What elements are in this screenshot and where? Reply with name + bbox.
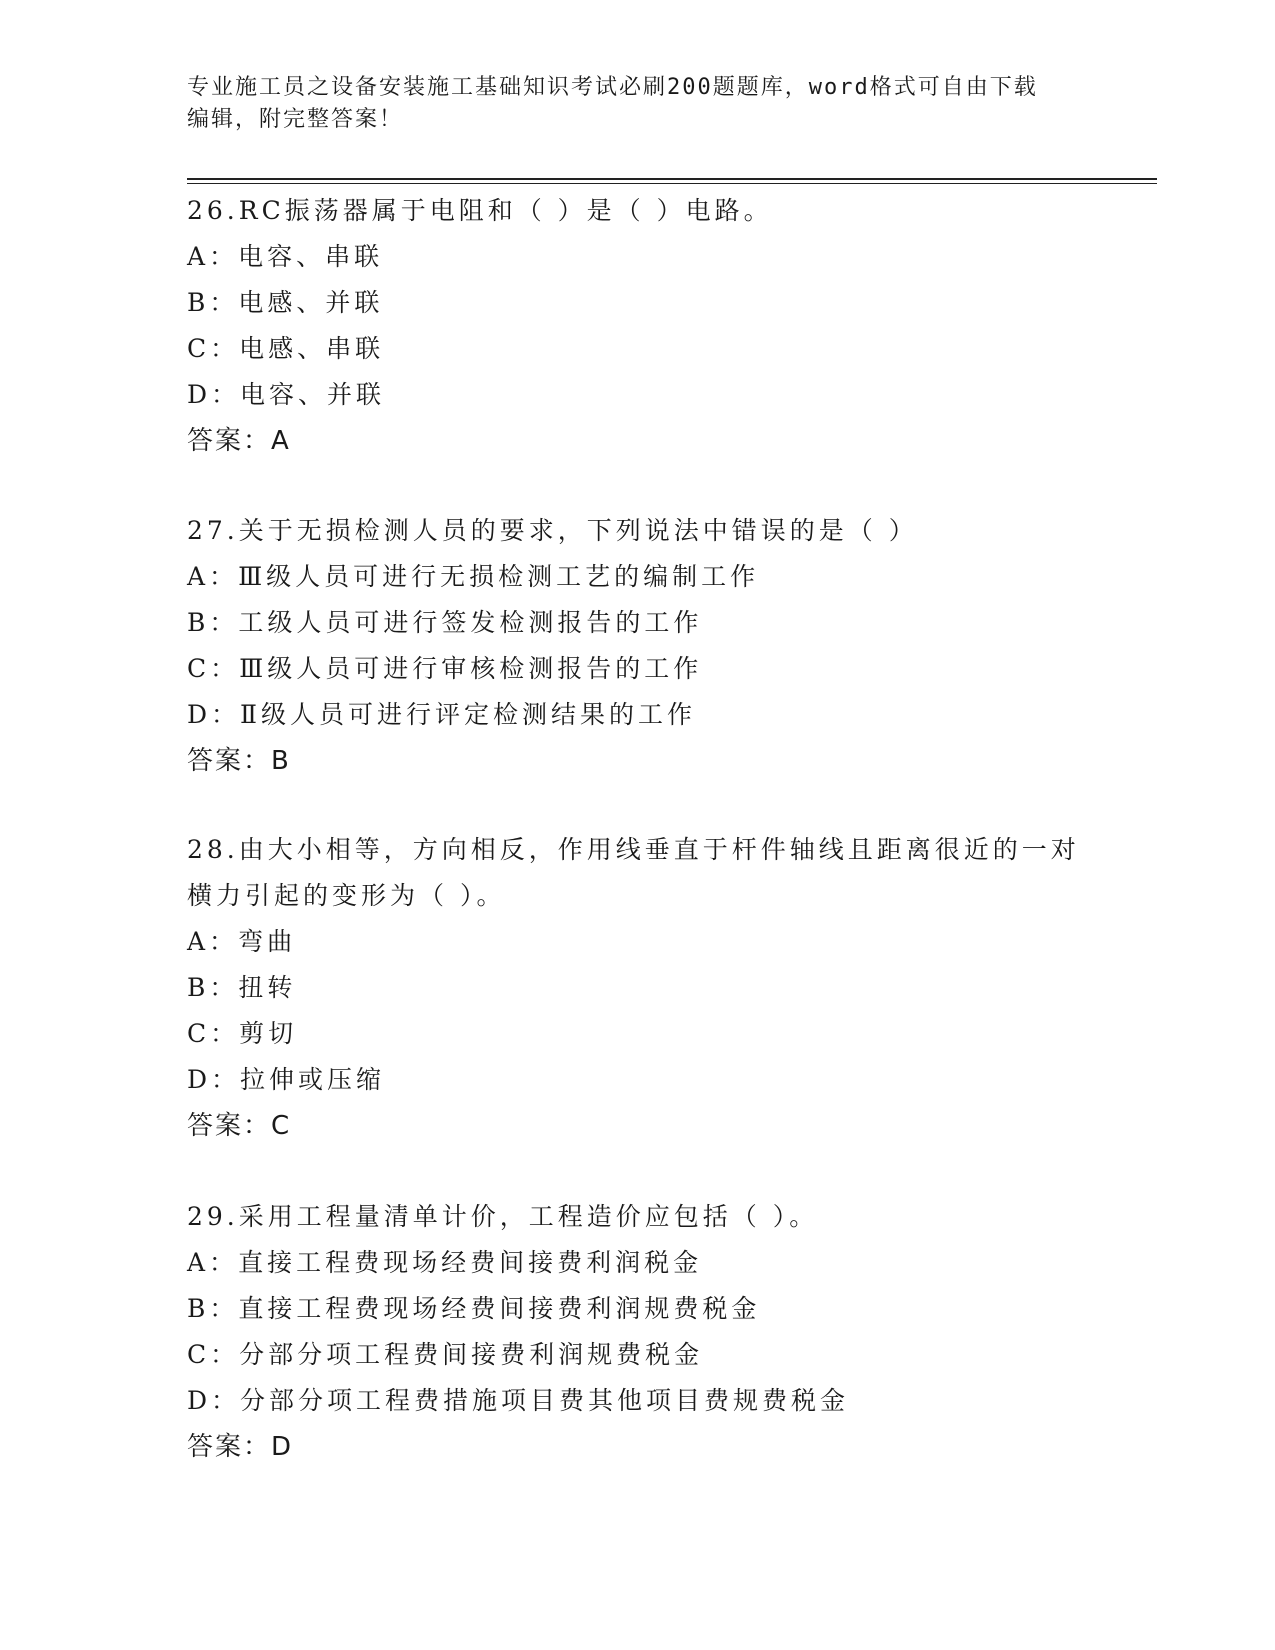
option-b: [187, 1286, 1087, 1332]
option-letter: B：: [187, 973, 239, 1002]
option-letter: A：: [187, 562, 239, 591]
option-letter: C：: [187, 334, 240, 363]
option-letter: C：: [187, 1340, 240, 1369]
option-c: [187, 646, 1087, 692]
option-text: Ⅲ级人员可进行审核检测报告的工作: [239, 654, 703, 683]
option-text: 工级人员可进行签发检测报告的工作: [238, 608, 703, 637]
option-c: [187, 1332, 1087, 1378]
question-stem-line-1: 28.由大小相等，方向相反，作用线垂直于杆件轴线且距离很近的一对: [187, 835, 1080, 864]
option-text: Ⅲ级人员可进行无损检测工艺的编制工作: [238, 562, 760, 591]
answer-line: 答案：D: [187, 1432, 294, 1462]
question-29: [187, 1194, 1087, 1470]
option-text: 电容、串联: [238, 242, 384, 271]
option-text: Ⅱ级人员可进行评定检测结果的工作: [240, 700, 697, 729]
option-letter: C：: [187, 1019, 240, 1048]
question-28: [187, 827, 1087, 1149]
option-letter: C：: [187, 654, 240, 683]
answer-line: 答案：C: [187, 1111, 292, 1141]
option-b: [187, 600, 1087, 646]
answer-line: 答案：A: [187, 426, 291, 456]
document-header: [187, 72, 1067, 136]
header-line-2: 编辑，附完整答案！: [187, 107, 404, 132]
option-d: [187, 372, 1087, 418]
option-text: 分部分项工程费间接费利润规费税金: [239, 1340, 704, 1369]
option-letter: B：: [187, 288, 239, 317]
option-text: 直接工程费现场经费间接费利润税金: [238, 1248, 703, 1277]
option-text: 剪切: [239, 1019, 298, 1048]
option-a: [187, 1240, 1087, 1286]
option-text: 电感、并联: [238, 288, 384, 317]
option-c: [187, 326, 1087, 372]
option-b: [187, 965, 1087, 1011]
option-a: [187, 554, 1087, 600]
option-letter: D：: [187, 1065, 241, 1094]
question-stem: 26.RC振荡器属于电阻和（ ）是（ ）电路。: [187, 196, 773, 225]
question-stem: 29.采用工程量清单计价，工程造价应包括（ ）。: [187, 1202, 819, 1231]
question-stem-line-2: 横力引起的变形为（ ）。: [187, 881, 506, 910]
option-a: [187, 234, 1087, 280]
option-d: [187, 1378, 1087, 1424]
option-text: 电感、串联: [239, 334, 385, 363]
header-divider-thick: [187, 178, 1157, 180]
option-text: 拉伸或压缩: [240, 1065, 386, 1094]
option-text: 弯曲: [238, 927, 297, 956]
option-letter: D：: [187, 700, 241, 729]
question-26: [187, 188, 1087, 464]
option-letter: D：: [187, 1386, 241, 1415]
option-letter: B：: [187, 1294, 239, 1323]
question-stem: 27.关于无损检测人员的要求，下列说法中错误的是（ ）: [187, 516, 918, 545]
answer-line: 答案：B: [187, 746, 291, 776]
option-c: [187, 1011, 1087, 1057]
option-letter: D：: [187, 380, 241, 409]
option-a: [187, 919, 1087, 965]
option-b: [187, 280, 1087, 326]
option-letter: A：: [187, 927, 239, 956]
header-divider-thin: [187, 183, 1157, 184]
header-line-1: 专业施工员之设备安装施工基础知识考试必刷200题题库，word格式可自由下载: [187, 75, 1038, 100]
option-letter: A：: [187, 1248, 239, 1277]
option-letter: B：: [187, 608, 239, 637]
option-text: 分部分项工程费措施项目费其他项目费规费税金: [240, 1386, 850, 1415]
question-27: [187, 508, 1087, 784]
option-letter: A：: [187, 242, 239, 271]
option-text: 直接工程费现场经费间接费利润规费税金: [238, 1294, 761, 1323]
option-text: 电容、并联: [240, 380, 386, 409]
option-d: [187, 1057, 1087, 1103]
option-d: [187, 692, 1087, 738]
option-text: 扭转: [238, 973, 297, 1002]
